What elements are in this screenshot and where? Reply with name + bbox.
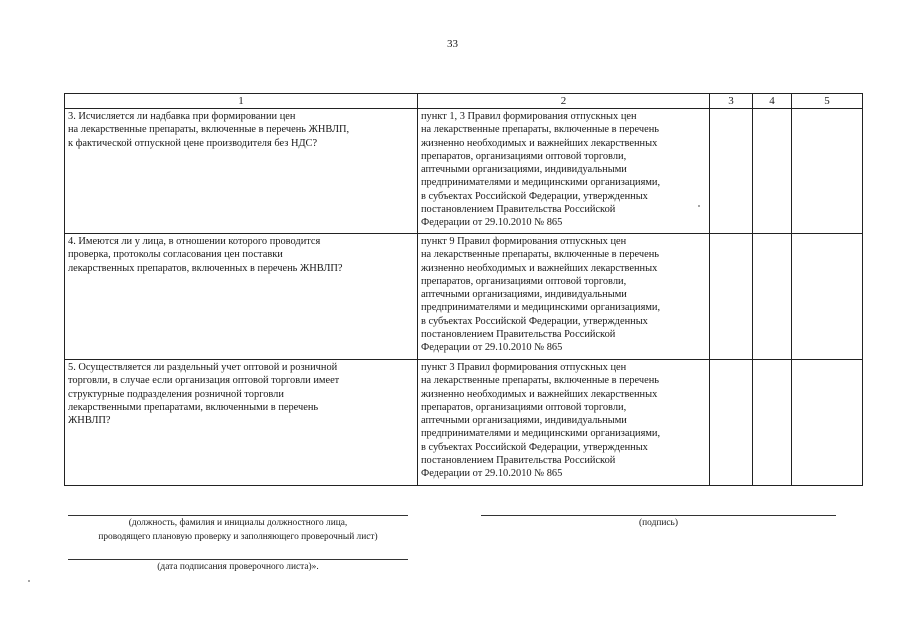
reference-line: Федерации от 29.10.2010 № 865 xyxy=(421,217,563,229)
reference-line: препаратов, организациями оптовой торговли, xyxy=(421,275,627,287)
reference-line: на лекарственные препараты, включенные в перечень xyxy=(421,124,659,136)
checklist-table xyxy=(64,93,863,486)
reference-line: пункт 3 Правил формирования отпускных цен xyxy=(421,362,627,373)
reference-line: в субъектах Российской Федерации, утвержденных xyxy=(421,441,648,453)
reference-line: жизненно необходимых и важнейших лекарственных xyxy=(421,137,658,149)
reference-line: препаратов, организациями оптовой торговли, xyxy=(421,150,627,162)
reference-line: Федерации от 29.10.2010 № 865 xyxy=(421,342,563,354)
reference-line: постановлением Правительства Российской xyxy=(421,455,616,467)
answer-cell-note xyxy=(792,360,863,486)
date-caption: (дата подписания проверочного листа)». xyxy=(157,562,319,572)
question-line: к фактической отпускной цене производителя без НДС? xyxy=(68,137,318,149)
answer-cell-no xyxy=(753,109,792,234)
column-header: 2 xyxy=(418,94,710,109)
answer-cell-yes xyxy=(710,234,753,360)
reference-line: на лекарственные препараты, включенные в перечень xyxy=(421,375,659,387)
official-caption-line-2: проводящего плановую проверку и заполняющего проверочный лист) xyxy=(98,532,378,542)
question-line: структурные подразделения розничной торговли xyxy=(68,388,284,400)
column-header: 5 xyxy=(792,94,863,109)
question-cell xyxy=(65,360,418,486)
table-header-row xyxy=(65,94,863,109)
reference-line: предпринимателями и медицинскими организациями, xyxy=(421,302,661,314)
reference-line: пункт 9 Правил формирования отпускных цен xyxy=(421,236,627,247)
question-cell xyxy=(65,109,418,234)
question-cell xyxy=(65,234,418,360)
signature-line xyxy=(481,515,836,516)
question-line: лекарственными препаратами, включенными в перечень xyxy=(68,401,319,413)
reference-line: в субъектах Российской Федерации, утвержденных xyxy=(421,190,648,202)
question-line: торговли, в случае если организация оптовой торговли имеет xyxy=(68,375,340,387)
answer-cell-yes xyxy=(710,360,753,486)
question-line: лекарственных препаратов, включенных в перечень ЖНВЛП? xyxy=(68,262,343,274)
signature-caption: (подпись) xyxy=(639,518,678,528)
column-header: 4 xyxy=(753,94,792,109)
reference-line: постановлением Правительства Российской xyxy=(421,329,616,341)
reference-line: предпринимателями и медицинскими организациями, xyxy=(421,177,661,189)
reference-line: препаратов, организациями оптовой торговли, xyxy=(421,401,627,413)
question-line: на лекарственные препараты, включенные в перечень ЖНВЛП, xyxy=(68,124,350,136)
reference-line: аптечными организациями, индивидуальными xyxy=(421,415,627,427)
question-line: ЖНВЛП? xyxy=(68,415,111,427)
date-line xyxy=(68,559,408,560)
column-header: 1 xyxy=(65,94,418,109)
table-row xyxy=(65,234,863,360)
question-line: 5. Осуществляется ли раздельный учет оптовой и розничной xyxy=(68,362,338,373)
official-caption-line-1: (должность, фамилия и инициалы должностного лица, xyxy=(128,518,348,528)
reference-cell xyxy=(418,234,710,360)
table-row xyxy=(65,360,863,486)
reference-cell xyxy=(418,109,710,234)
reference-cell xyxy=(418,360,710,486)
reference-line: предпринимателями и медицинскими организациями, xyxy=(421,428,661,440)
column-header: 3 xyxy=(710,94,753,109)
reference-line: жизненно необходимых и важнейших лекарственных xyxy=(421,262,658,274)
reference-line: на лекарственные препараты, включенные в перечень xyxy=(421,249,659,261)
reference-line: Федерации от 29.10.2010 № 865 xyxy=(421,468,563,480)
answer-cell-no xyxy=(753,360,792,486)
reference-line: постановлением Правительства Российской xyxy=(421,204,616,216)
reference-line: жизненно необходимых и важнейших лекарственных xyxy=(421,388,658,400)
question-line: 3. Исчисляется ли надбавка при формировании цен xyxy=(68,111,296,122)
official-signature-line xyxy=(68,515,408,516)
table-row xyxy=(65,109,863,234)
answer-cell-note xyxy=(792,109,863,234)
page-number: 33 xyxy=(447,38,458,50)
reference-line: в субъектах Российской Федерации, утвержденных xyxy=(421,315,648,327)
scan-speck xyxy=(698,205,700,207)
reference-line: пункт 1, 3 Правил формирования отпускных цен xyxy=(421,111,637,122)
reference-line: аптечными организациями, индивидуальными xyxy=(421,289,627,301)
question-line: проверка, протоколы согласования цен поставки xyxy=(68,249,283,261)
reference-line: аптечными организациями, индивидуальными xyxy=(421,164,627,176)
answer-cell-note xyxy=(792,234,863,360)
scan-speck xyxy=(28,580,30,582)
question-line: 4. Имеются ли у лица, в отношении которого проводится xyxy=(68,236,321,247)
answer-cell-no xyxy=(753,234,792,360)
answer-cell-yes xyxy=(710,109,753,234)
